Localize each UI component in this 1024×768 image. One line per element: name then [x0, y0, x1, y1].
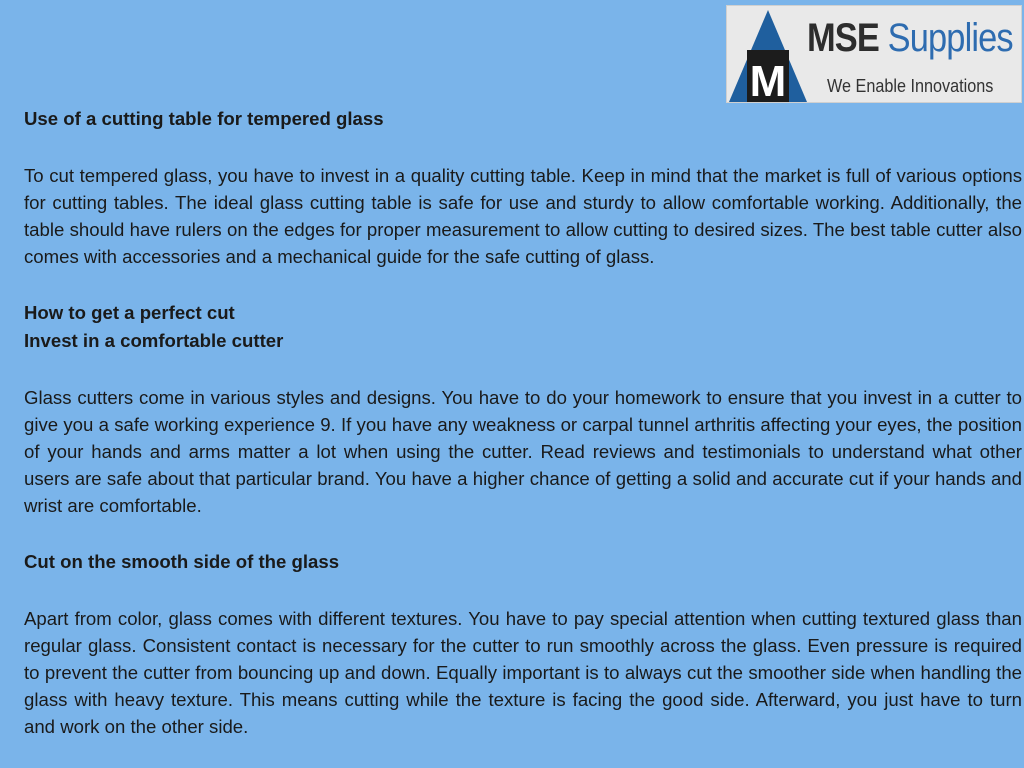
document-body: [24, 105, 1022, 740]
section-heading-perfect-cut: How to get a perfect cut: [24, 302, 235, 323]
paragraph-comfortable-cutter: Glass cutters come in various styles and designs. You have to do your homework to ensure that you invest in a cutter to give you a safe working experience 9. If you have any weakness or carpal tunnel arthritis affecting your eyes, the position of your hands and arms matter a lot when using the cutter. Read reviews and testimonials to understand what other users are safe about that particular brand. You have a higher chance of getting a solid and accurate cut if your hands and wrist are comfortable.: [24, 387, 1022, 516]
paragraph-smooth-side: Apart from color, glass comes with different textures. You have to pay special attention when cutting textured glass than regular glass. Consistent contact is necessary for the cutter to run smoothly across the glass. Even pressure is required to prevent the cutter from bouncing up and down. Equally important is to always cut the smoother side when handling the glass with heavy texture. This means cutting while the texture is facing the good side. Afterward, you just have to turn and work on the other side.: [24, 608, 1022, 737]
paragraph-cutting-table: To cut tempered glass, you have to invest in a quality cutting table. Keep in mind that the market is full of various options for cutting tables. The ideal glass cutting table is safe for use and sturdy to allow comfortable working. Additionally, the table should have rulers on the edges for proper measurement to allow cutting to desired sizes. The best table cutter also comes with accessories and a mechanical guide for the safe cutting of glass.: [24, 165, 1022, 267]
section-heading-comfortable-cutter: Invest in a comfortable cutter: [24, 330, 284, 351]
logo-mark-letter: M: [749, 57, 787, 104]
logo-brand-secondary: Supplies: [887, 16, 1013, 60]
logo-tagline: We Enable Innovations: [827, 76, 994, 96]
logo-brand-name: [807, 16, 1013, 61]
section-heading-smooth-side: Cut on the smooth side of the glass: [24, 551, 340, 572]
mse-supplies-logo: [726, 5, 1022, 103]
logo-brand-primary: MSE: [807, 16, 879, 60]
section-heading-cutting-table: Use of a cutting table for tempered glass: [24, 108, 384, 129]
